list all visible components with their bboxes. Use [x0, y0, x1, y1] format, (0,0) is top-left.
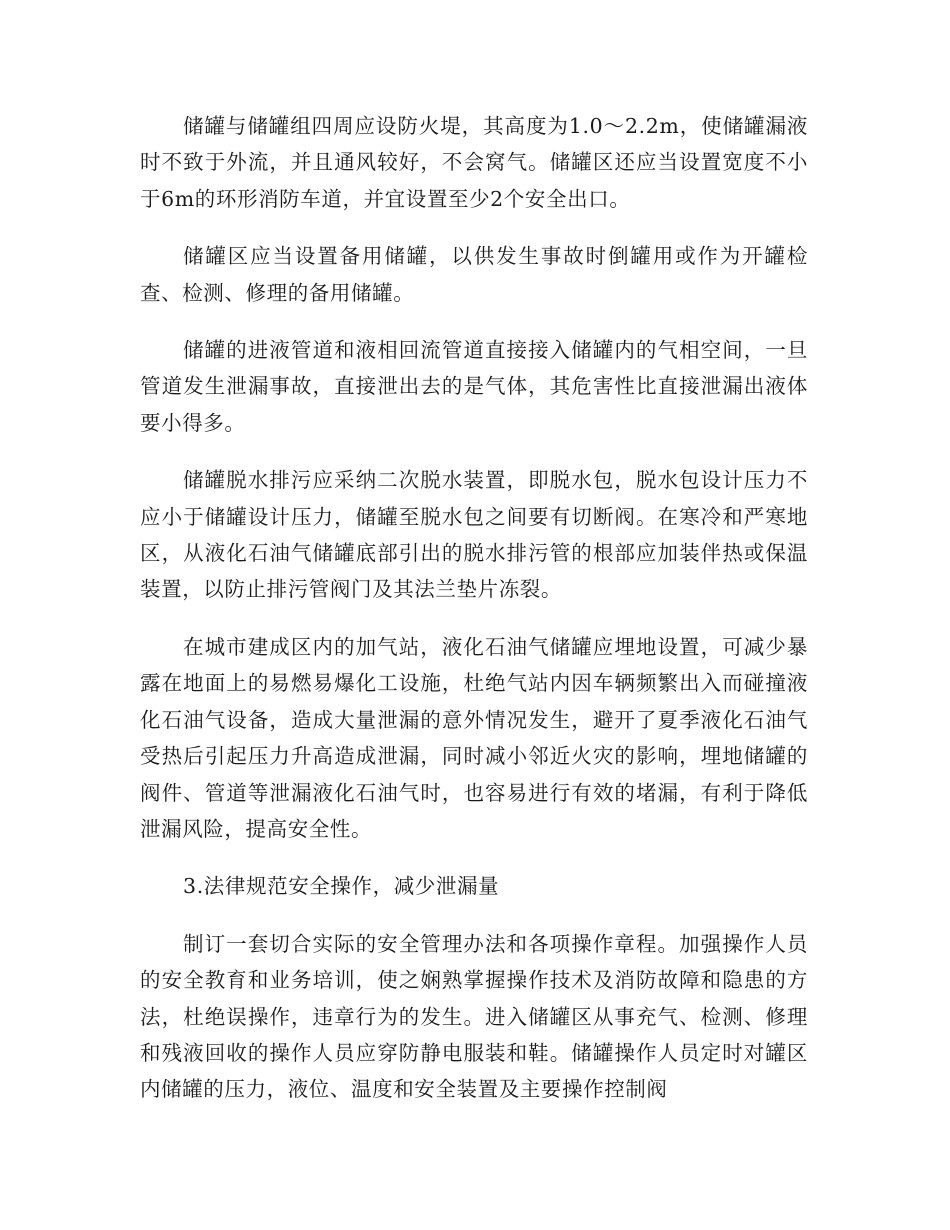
paragraph-backup-tank: 储罐区应当设置备用储罐，以供发生事故时倒罐用或作为开罐检查、检测、修理的备用储罐。	[140, 244, 808, 305]
paragraph-fire-dike: 储罐与储罐组四周应设防火堤，其高度为1.0～2.2m，使储罐漏液时不致于外流，并且通风较好，不会窝气。储罐区还应当设置宽度不小于6m的环形消防车道，并宜设置至少2个安全出口。	[140, 114, 808, 211]
paragraph-buried-tanks: 在城市建成区内的加气站，液化石油气储罐应埋地设置，可减少暴露在地面上的易燃易爆化工设施，杜绝气站内因车辆频繁出入而碰撞液化石油气设备，造成大量泄漏的意外情况发生，避开了夏季液化石油气受热后引起压力升高造成泄漏，同时减小邻近火灾的影响，埋地储罐的阀件、管道等泄漏液化石油气时，也容易进行有效的堵漏，有利于降低泄漏风险，提高安全性。	[140, 634, 808, 841]
document-body	[140, 108, 808, 1129]
paragraph-inlet-pipes: 储罐的进液管道和液相回流管道直接接入储罐内的气相空间，一旦管道发生泄漏事故，直接泄出去的是气体，其危害性比直接泄漏出液体要小得多。	[140, 338, 808, 435]
paragraph-safety-management: 制订一套切合实际的安全管理办法和各项操作章程。加强操作人员的安全教育和业务培训，使之娴熟掌握操作技术及消防故障和隐患的方法，杜绝误操作，违章行为的发生。进入储罐区从事充气、检测、修理和残液回收的操作人员应穿防静电服装和鞋。储罐操作人员定时对罐区内储罐的压力，液位、温度和安全装置及主要操作控制阀	[140, 931, 808, 1102]
section-heading: 3.法律规范安全操作，减少泄漏量	[183, 874, 500, 899]
paragraph-dewatering: 储罐脱水排污应采纳二次脱水装置，即脱水包，脱水包设计压力不应小于储罐设计压力，储罐至脱水包之间要有切断阀。在寒冷和严寒地区，从液化石油气储罐底部引出的脱水排污管的根部应加装伴热或保温装置，以防止排污管阀门及其法兰垫片冻裂。	[140, 468, 808, 602]
